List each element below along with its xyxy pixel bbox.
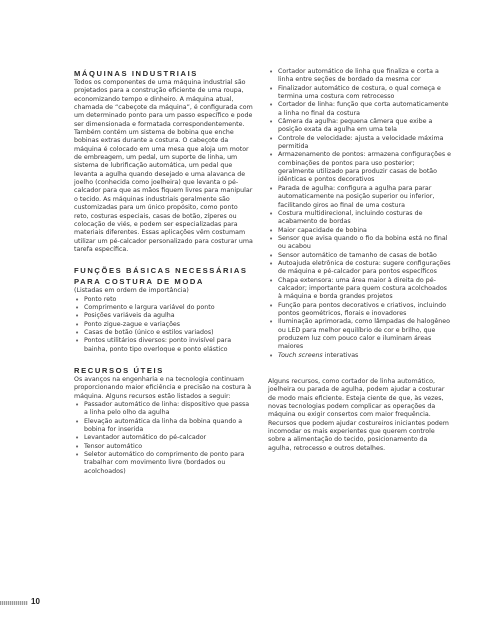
bullet-dot-icon: • (269, 209, 274, 218)
bullet-dot-icon: • (269, 226, 274, 235)
list-item: • Comprimento e largura variável do ponto (75, 303, 215, 312)
list-item: • Costura multidirecional, incluindo costuras de acabamento de bordas (269, 209, 423, 226)
list-item: • Elevação automática da linha da bobina quando a bobina for inserida (75, 417, 243, 434)
list-item: • Maior capacidade de bobina (269, 226, 367, 235)
list-item: • Ponto zigue-zague e variações (75, 320, 181, 329)
bullet-dot-icon: • (269, 101, 274, 110)
list-item: • Pontos utilitários diversos: ponto invisível para bainha, ponto tipo overloque e ponto elástico (75, 337, 232, 353)
right-column (268, 68, 452, 453)
bullet-dot-icon: • (75, 442, 80, 451)
bullet-dot-icon: • (269, 184, 274, 193)
bullet-dot-icon: • (269, 318, 274, 327)
bullet-dot-icon: • (75, 417, 80, 426)
list-item: • Tensor automático (75, 442, 143, 451)
touch-screens-italic: Touch screens (278, 351, 323, 359)
list-item: • Posições variáveis da agulha (75, 312, 175, 321)
bullet-dot-icon: • (269, 68, 274, 76)
bullet-dot-icon: • (269, 251, 274, 260)
bullet-dot-icon: • (75, 295, 80, 304)
bullet-dot-icon: • (75, 312, 80, 321)
bullet-dot-icon: • (75, 320, 80, 329)
section-heading-basic-functions: FUNÇÕES BÁSICAS NECESSÁRIAS PARA COSTURA DE MODA (74, 266, 248, 287)
footer-bar (0, 601, 28, 605)
list-item: • Cortador de linha: função que corta automaticamente a linha no final da costura (269, 101, 449, 117)
bullet-dot-icon: • (269, 259, 274, 268)
list-item: • Autoajuda eletrônica de costura: sugere configurações de máquina e pé-calcador para pontos específicos (269, 259, 451, 276)
list-item: • Passador automático de linha: dispositivo que passa a linha pelo olho da agulha (75, 401, 250, 417)
list-item: • Finalizador automático de costura, o qual começa e termina uma costura com retrocesso (269, 84, 441, 101)
closing-paragraph: Alguns recursos, como cortador de linha automático, joelheira ou parada de agulha, podem ajudar a costurar de modo mais eficiente. Esteja ciente de que, às vezes, novas tecnologias podem complicar as operações da máquina ou exigir consertos com maior frequência. Recursos que podem ajudar costureiros iniciantes podem incomodar os mais experientes que querem controle sobre a alimentação do tecido, posicionamento da agulha, retrocesso e outros detalhes. (268, 378, 449, 452)
list-item: • Chapa extensora: uma área maior à direita do pé-calcador; importante para quem costura acolchoados à máquina e borda grandes projetos (269, 276, 447, 301)
list-item: • Levantador automático do pé-calcador (75, 434, 207, 443)
list-item: • Sensor que avisa quando o fio da bobina está no final ou acabou (269, 234, 448, 251)
bullet-dot-icon: • (269, 118, 274, 127)
industrial-machines-text: Todos os componentes de uma máquina industrial são projetados para a construção eficiente de uma roupa, economizando tempo e dinheiro. A máquina atual, chamada de “cabeçote da máquina”, é configurada com um determinado ponto para um passo específico e pode ser dimensionada e formatada correspondentemente. Também contém um sistema de bobina que enche bobinas extras durante a costura. O cabeçote da máquina é colocado em uma mesa que aloja um motor de embreagem, um pedal, um suporte de linha, um sistema de lubrificação automática, um pedal que levanta a agulha quando desejado e uma alavanca de joelho (conhecida como joelheira) que levanta o pé-calcador para que as mãos fiquem livres para manipular o tecido. As máquinas industriais geralmente são customizadas para um único propósito, como ponto reto, costuras especiais, casas de botão, zíperes ou colocação de viés, e podem ser especializadas para materiais diferentes. Essas aplicações vêm costumam utilizar um pé-calcador personalizado para costurar uma tarefa específica. (74, 79, 253, 253)
section-heading-useful-features: RECURSOS ÚTEIS (74, 365, 164, 375)
list-item: • Sensor automático de tamanho de casas de botão (269, 251, 437, 260)
bullet-dot-icon: • (269, 234, 274, 243)
basic-functions-note: (Listadas em ordem de importância) (74, 287, 189, 295)
list-item: • Touch screens interativas (269, 351, 359, 360)
bullet-dot-icon: • (269, 84, 274, 93)
basic-functions-list (74, 296, 254, 354)
useful-features-list (74, 401, 254, 476)
list-item: • Cortador automático de linha que finaliza e corta a linha entre seções de bordado da mesma cor (269, 68, 439, 84)
features-list-continued (268, 68, 452, 360)
bullet-dot-icon: • (269, 301, 274, 310)
bullet-dot-icon: • (269, 276, 274, 285)
bullet-dot-icon: • (269, 151, 274, 160)
list-item: • Câmera da agulha: pequena câmera que exibe a posição exata da agulha em uma tela (269, 118, 433, 134)
bullet-dot-icon: • (75, 303, 80, 312)
bullet-dot-icon: • (269, 351, 274, 360)
bullet-dot-icon: • (269, 134, 274, 143)
bullet-dot-icon: • (75, 401, 80, 409)
list-item: • Casas de botão (único e estilos variados) (75, 328, 214, 337)
list-item: • Seletor automático do comprimento de ponto para trabalhar com movimento livre (bordados ou acolchoados) (75, 451, 245, 475)
list-item: • Ponto reto (75, 295, 117, 304)
bullet-dot-icon: • (75, 337, 80, 346)
bullet-dot-icon: • (75, 434, 80, 443)
useful-features-intro: Os avanços na engenharia e na tecnologia continuam proporcionando maior eficiência e precisão na costura à máquina. Alguns recursos estão listados a seguir: (74, 375, 252, 400)
bullet-dot-icon: • (75, 451, 80, 460)
page-number: 10 (31, 597, 40, 606)
list-item: • Parada de agulha: configura a agulha para parar automaticamente na posição superior ou inferior, facilitando giros ao final de uma costura (269, 184, 435, 209)
list-item: • Função para pontos decorativos e criativos, incluindo pontos geométricos, florais e inovadores (269, 301, 447, 317)
left-column (74, 68, 254, 476)
list-item: • Armazenamento de pontos: armazena configurações e combinações de pontos para uso posterior; geralmente utilizado para produzir casas de botão idênticas e pontos decorativos (269, 151, 451, 184)
list-item: • Iluminação aprimorada, como lâmpadas de halogêneo ou LED para melhor equilíbrio de cor e brilho, que produzem luz com pouco calor e iluminam áreas maiores (269, 318, 450, 351)
section-heading-industrial-machines: MÁQUINAS INDUSTRIAIS (74, 69, 198, 78)
list-item: • Controle de velocidade: ajusta a velocidade máxima permitida (269, 134, 444, 151)
bullet-dot-icon: • (75, 328, 80, 337)
